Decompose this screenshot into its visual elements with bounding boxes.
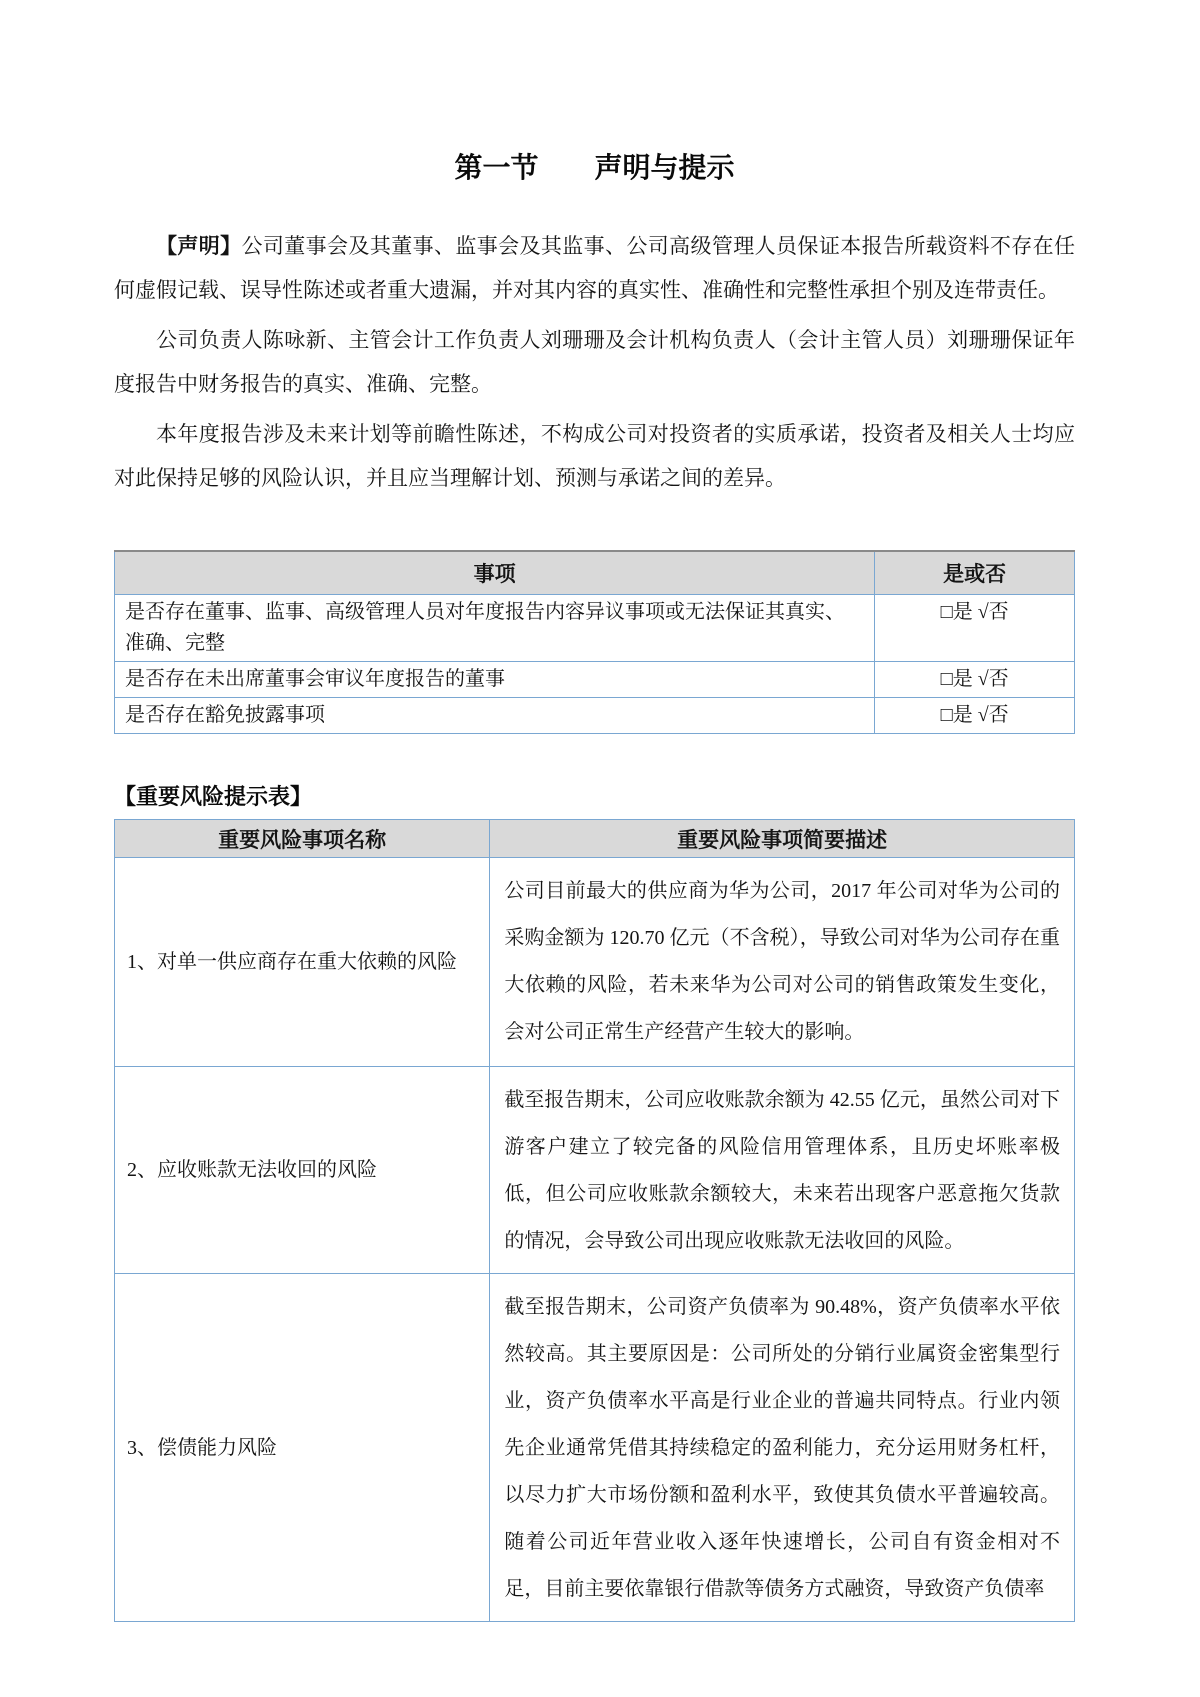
risk-name-cell: 3、偿债能力风险: [115, 1274, 490, 1622]
risk-header-name: 重要风险事项名称: [115, 820, 490, 858]
risk-name-cell: 2、应收账款无法收回的风险: [115, 1067, 490, 1274]
statement-table: [114, 550, 1075, 734]
statement-table-header-row: [115, 551, 1075, 595]
risk-description-cell: 截至报告期末，公司应收账款余额为 42.55 亿元，虽然公司对下游客户建立了较完备的风险信用管理体系，且历史坏账率极低，但公司应收账款余额较大，未来若出现客户恶意拖欠货款的情况，会导致公司出现应收账款无法收回的风险。: [490, 1067, 1075, 1274]
risk-description-cell: 截至报告期末，公司资产负债率为 90.48%，资产负债率水平依然较高。其主要原因是：公司所处的分销行业属资金密集型行业，资产负债率水平高是行业企业的普遍共同特点。行业内领先企业通常凭借其持续稳定的盈利能力，充分运用财务杠杆，以尽力扩大市场份额和盈利水平，致使其负债水平普遍较高。随着公司近年营业收入逐年快速增长，公司自有资金相对不足，目前主要依靠银行借款等债务方式融资，导致资产负债率: [490, 1274, 1075, 1622]
answer-cell: □是 √否: [875, 595, 1075, 662]
statement-header-item: 事项: [115, 551, 875, 595]
declaration-text: 公司董事会及其董事、监事会及其监事、公司高级管理人员保证本报告所载资料不存在任何虚假记载、误导性陈述或者重大遗漏，并对其内容的真实性、准确性和完整性承担个别及连带责任。: [114, 234, 1076, 302]
risk-name-cell: 1、对单一供应商存在重大依赖的风险: [115, 858, 490, 1067]
table-row: [115, 858, 1075, 1067]
item-cell: 是否存在未出席董事会审议年度报告的董事: [115, 662, 875, 698]
forward-looking-text: 本年度报告涉及未来计划等前瞻性陈述，不构成公司对投资者的实质承诺，投资者及相关人士均应对此保持足够的风险认识，并且应当理解计划、预测与承诺之间的差异。: [114, 422, 1075, 490]
answer-cell: □是 √否: [875, 698, 1075, 734]
responsible-persons-paragraph: [114, 318, 1075, 406]
risk-table-heading: 【重要风险提示表】: [114, 784, 313, 809]
item-cell: 是否存在董事、监事、高级管理人员对年度报告内容异议事项或无法保证其真实、准确、完整: [115, 595, 875, 662]
table-row: [115, 698, 1075, 734]
table-row: [115, 1067, 1075, 1274]
responsible-persons-text: 公司负责人陈咏新、主管会计工作负责人刘珊珊及会计机构负责人（会计主管人员）刘珊珊保证年度报告中财务报告的真实、准确、完整。: [114, 328, 1075, 396]
page-content: [114, 0, 1075, 1622]
risk-table: [114, 819, 1075, 1622]
item-cell: 是否存在豁免披露事项: [115, 698, 875, 734]
risk-header-description: 重要风险事项简要描述: [490, 820, 1075, 858]
answer-cell: □是 √否: [875, 662, 1075, 698]
risk-table-header-row: [115, 820, 1075, 858]
statement-header-answer: 是或否: [875, 551, 1075, 595]
declaration-bold-prefix: 【声明】: [156, 234, 242, 258]
risk-description-cell: 公司目前最大的供应商为华为公司，2017 年公司对华为公司的采购金额为 120.70 亿元（不含税），导致公司对华为公司存在重大依赖的风险，若未来华为公司对公司的销售政策发生变化，会对公司正常生产经营产生较大的影响。: [490, 858, 1075, 1067]
page-title: 第一节 声明与提示: [454, 153, 735, 184]
table-row: [115, 595, 1075, 662]
table-row: [115, 662, 1075, 698]
declaration-paragraphs: [114, 224, 1075, 500]
forward-looking-paragraph: [114, 412, 1075, 500]
table-row: [115, 1274, 1075, 1622]
declaration-paragraph: [114, 224, 1075, 312]
